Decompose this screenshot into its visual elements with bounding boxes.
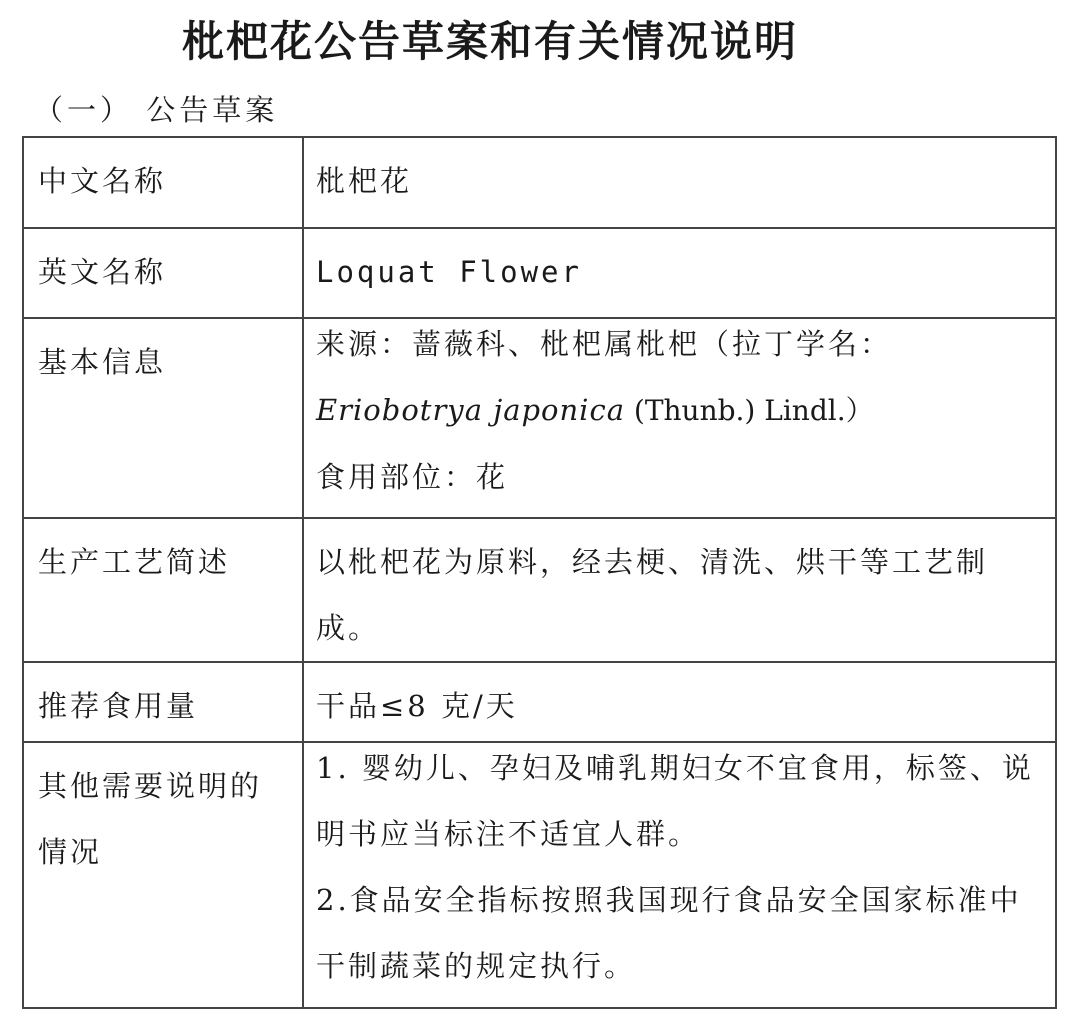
source-line: 来源：蔷薇科、枇杷属枇杷（拉丁学名： [316, 327, 893, 361]
process-value: 以枇杷花为原料，经去梗、清洗、烘干等工艺制成。 [303, 518, 1056, 662]
table-row-other-notes [23, 742, 1056, 1008]
note-1: 1. 婴幼儿、孕妇及哺乳期妇女不宜食用，标签、说明书应当标注不适宜人群。 [316, 751, 1034, 851]
recommended-intake-value: 干品≤8 克/天 [303, 662, 1056, 742]
table-row-recommended-intake [23, 662, 1056, 742]
table-row-chinese-name [23, 137, 1056, 228]
basic-info-label: 基本信息 [23, 318, 303, 518]
table-row-process [23, 518, 1056, 662]
table-row-english-name [23, 228, 1056, 318]
edible-part-line: 食用部位：花 [316, 460, 509, 494]
english-name-value: Loquat Flower [303, 228, 1056, 318]
process-label: 生产工艺简述 [23, 518, 303, 662]
other-notes-value [303, 742, 1056, 1008]
chinese-name-value: 枇杷花 [303, 137, 1056, 228]
scientific-name: Eriobotrya japonica [316, 393, 625, 427]
chinese-name-label: 中文名称 [23, 137, 303, 228]
latin-name-line [316, 377, 1043, 444]
table-row-basic-info [23, 318, 1056, 518]
recommended-intake-label: 推荐食用量 [23, 662, 303, 742]
section-heading: （一） 公告草案 [34, 93, 279, 127]
document-title: 枇杷花公告草案和有关情况说明 [181, 17, 798, 66]
english-name-label: 英文名称 [23, 228, 303, 318]
other-notes-label: 其他需要说明的情况 [23, 742, 303, 1008]
announcement-table [22, 136, 1057, 1009]
note-2: 2.食品安全指标按照我国现行食品安全国家标准中干制蔬菜的规定执行。 [316, 883, 1022, 983]
taxonomic-authority: (Thunb.) Lindl.） [625, 394, 874, 427]
basic-info-value [303, 318, 1056, 518]
